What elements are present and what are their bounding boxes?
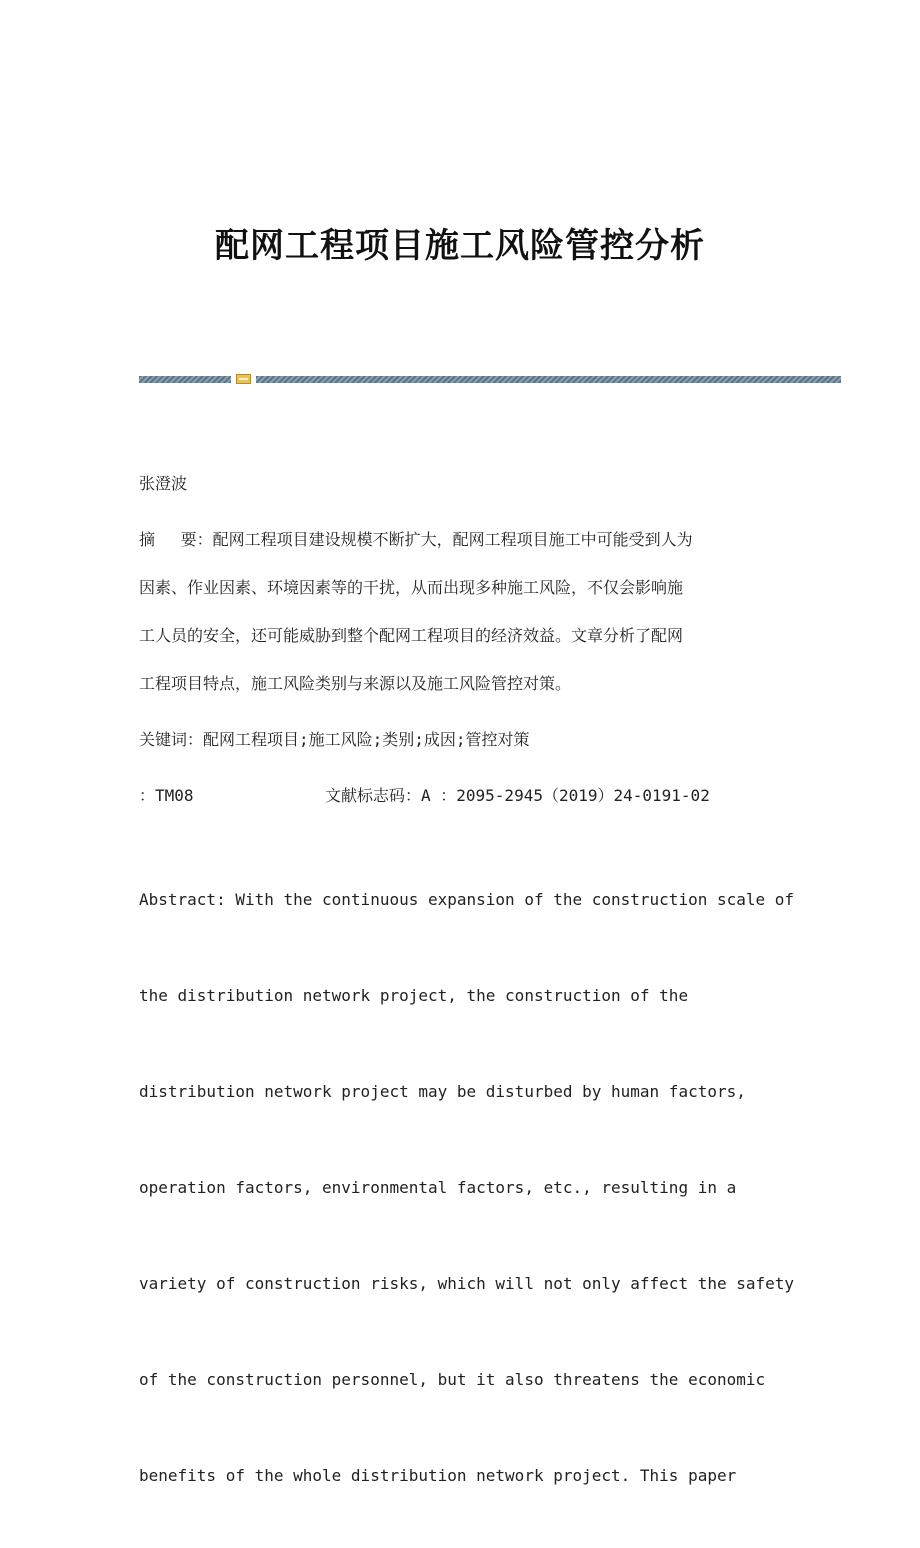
title-divider xyxy=(139,374,841,384)
abstract-en-line: of the construction personnel, but it also threatens the economic xyxy=(139,1370,766,1389)
abstract-en-line: Abstract: With the continuous expansion of the construction scale of xyxy=(139,890,795,909)
document-code: 文献标志码：A ：2095-2945（2019）24-0191-02 xyxy=(325,786,710,805)
divider-bar-right xyxy=(256,376,841,383)
clc-number: ：TM08 xyxy=(139,786,194,805)
author-name: 张澄波 xyxy=(139,474,188,493)
abstract-chinese xyxy=(139,516,779,708)
divider-ornament-icon xyxy=(236,374,251,384)
keywords-label: 关键词： xyxy=(139,730,204,749)
keywords-value: 配网工程项目;施工风险;类别;成因;管控对策 xyxy=(203,730,530,749)
abstract-cn-line: 摘 要：配网工程项目建设规模不断扩大，配网工程项目施工中可能受到人为 xyxy=(139,530,693,549)
abstract-en-line: benefits of the whole distribution network project. This paper xyxy=(139,1466,737,1485)
abstract-en-line: operation factors, environmental factors, etc., resulting in a xyxy=(139,1178,737,1197)
abstract-en-line: variety of construction risks, which will not only affect the safety xyxy=(139,1274,795,1293)
keywords xyxy=(139,716,530,764)
abstract-cn-line: 因素、作业因素、环境因素等的干扰，从而出现多种施工风险，不仅会影响施 xyxy=(139,578,684,597)
paper-title: 配网工程项目施工风险管控分析 xyxy=(215,226,705,266)
abstract-en-line: distribution network project may be disturbed by human factors, xyxy=(139,1082,746,1101)
abstract-cn-line: 工程项目特点，施工风险类别与来源以及施工风险管控对策。 xyxy=(139,674,572,693)
abstract-en-line: the distribution network project, the construction of the xyxy=(139,986,689,1005)
classification-line xyxy=(139,772,779,820)
abstract-english xyxy=(139,828,799,1548)
divider-bar-left xyxy=(139,376,231,383)
abstract-cn-line: 工人员的安全，还可能威胁到整个配网工程项目的经济效益。文章分析了配网 xyxy=(139,626,684,645)
